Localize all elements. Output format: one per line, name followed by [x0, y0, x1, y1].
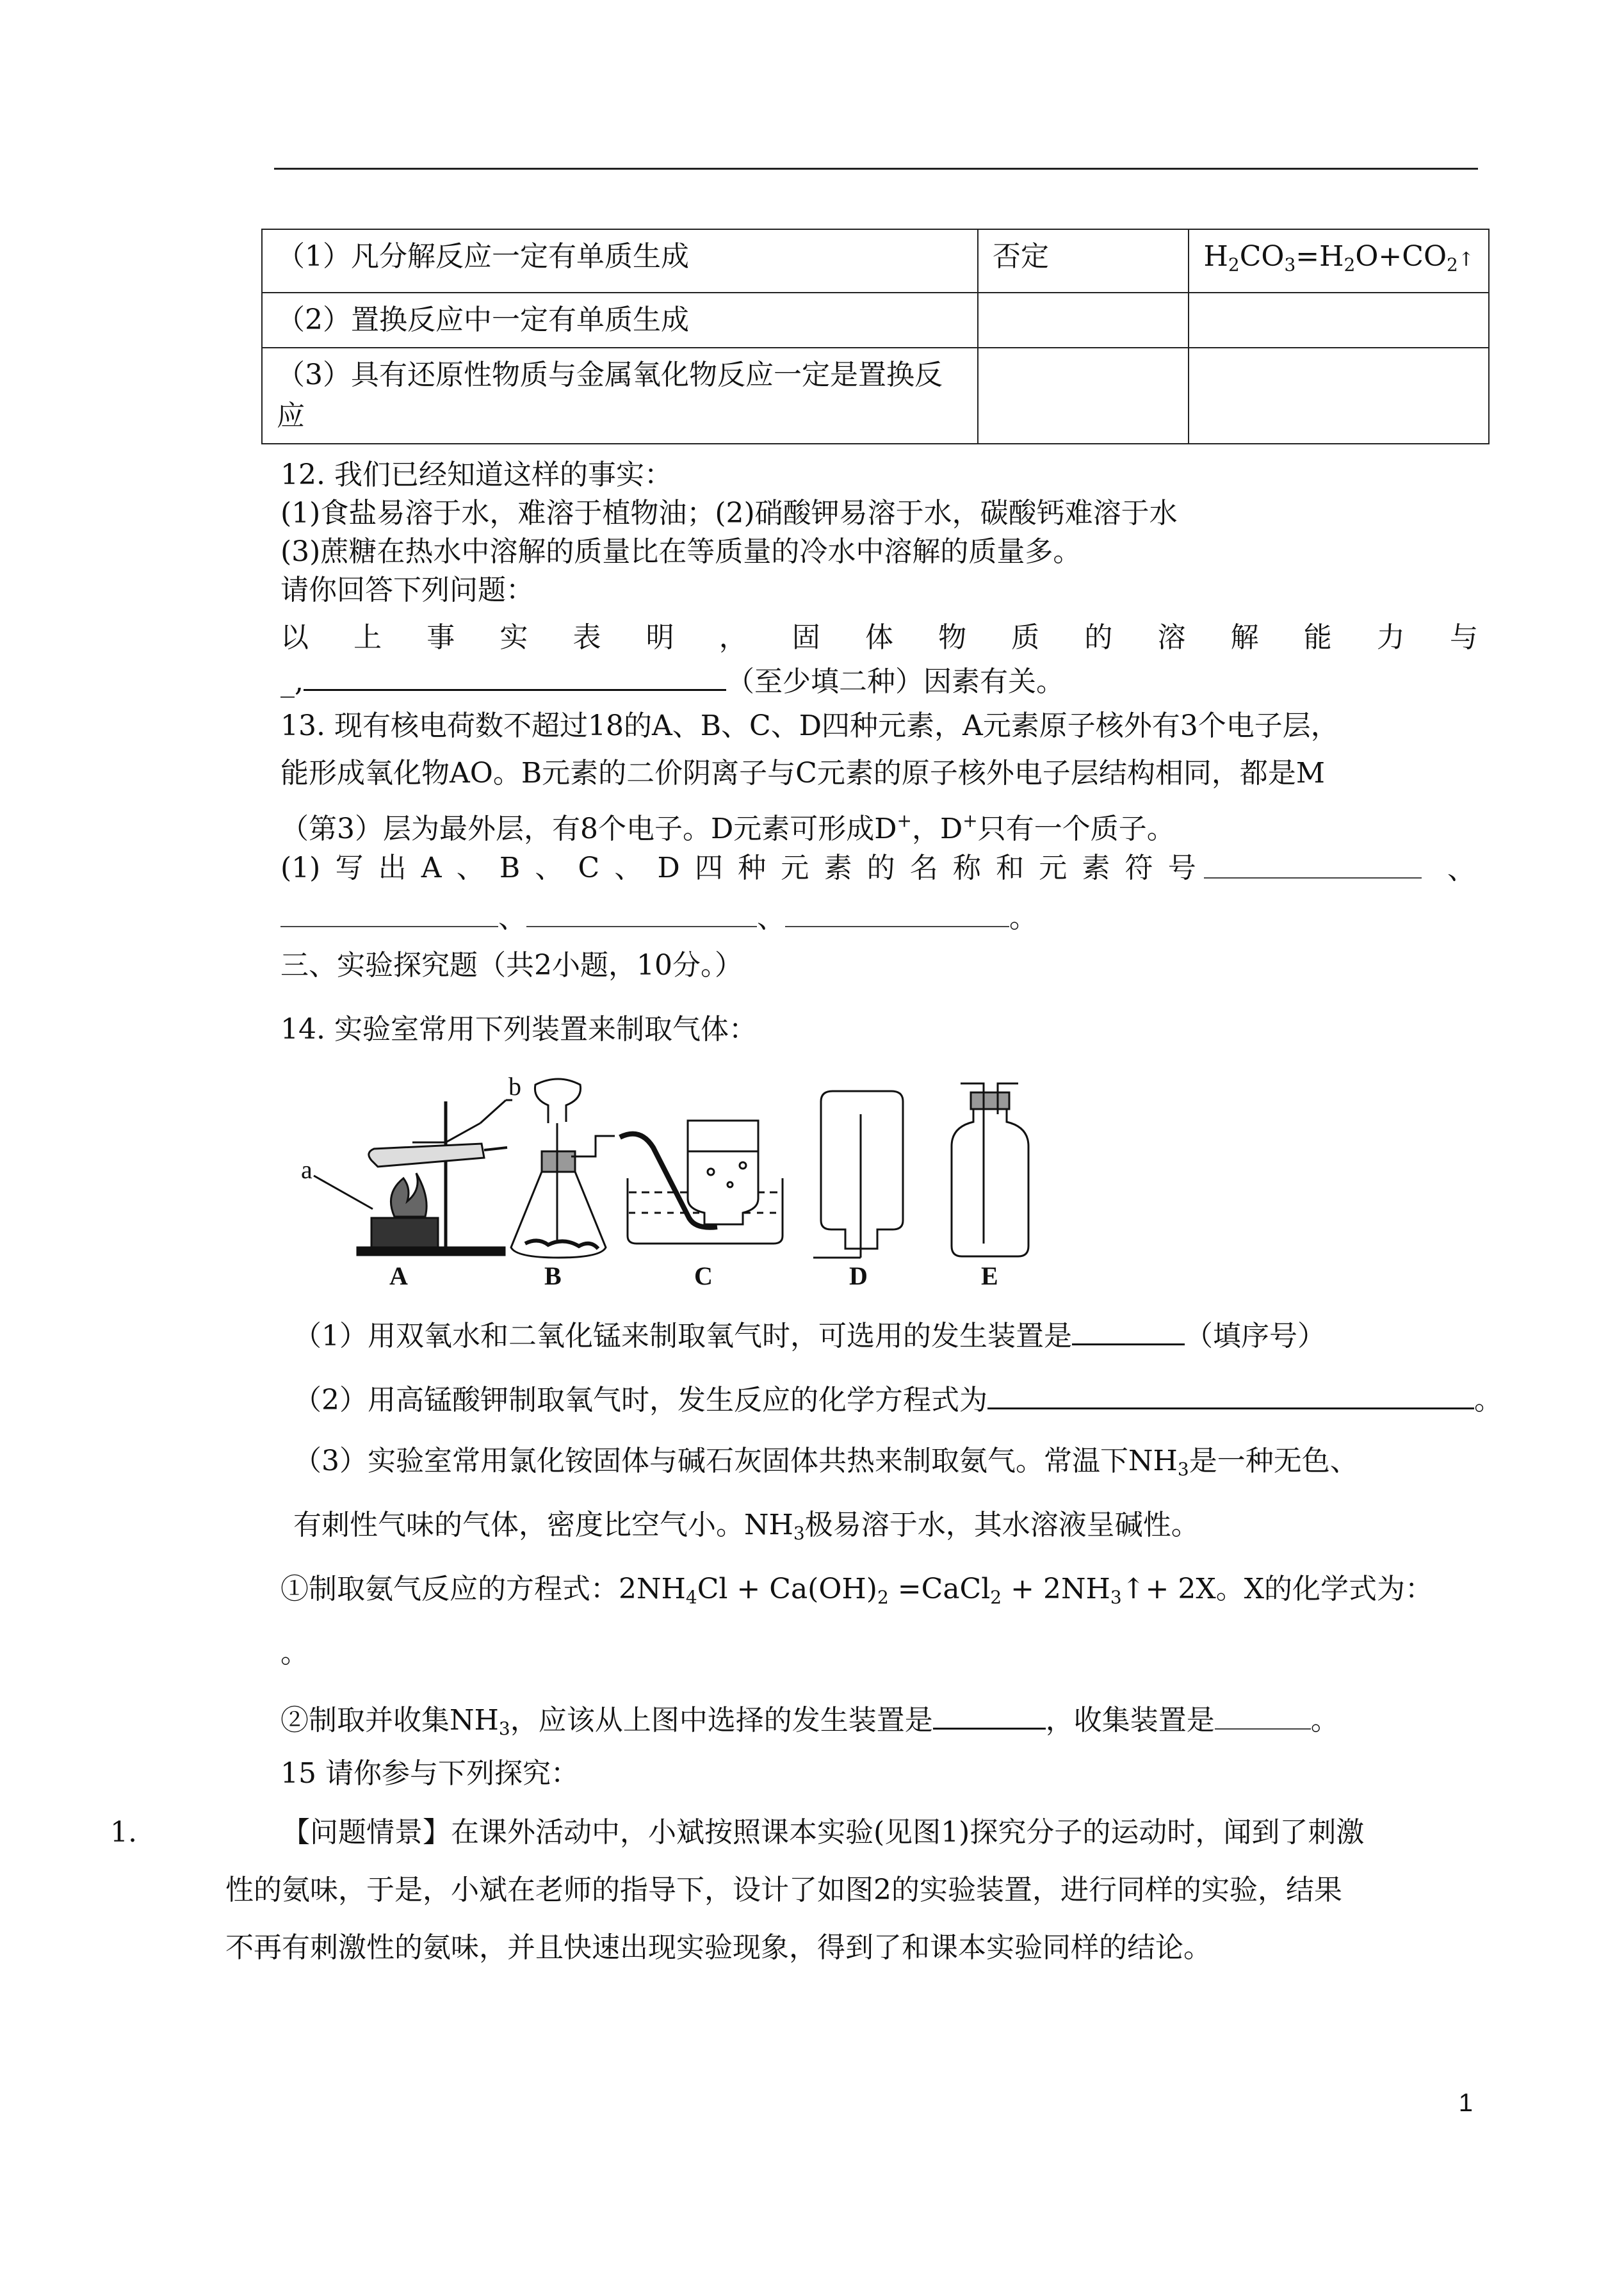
q14-p1-text: （1）用双氧水和二氧化锰来制取氧气时，可选用的发生装置是: [293, 1320, 1072, 1352]
separator: 、: [498, 902, 526, 934]
label-apparatus-c: C: [694, 1261, 713, 1287]
q13-subquestion-word: D: [657, 852, 680, 884]
table-cell-example: $H_2CO_3=H_2O+CO_2↑$: [1189, 229, 1489, 293]
q12-answer-word: 质: [1011, 621, 1040, 654]
apparatus-b-flask: [511, 1079, 615, 1258]
q12-answer-word: 溶: [1157, 621, 1186, 654]
q13-subquestion-word: 素: [1082, 852, 1110, 884]
q13-blank-row2: [280, 898, 1037, 937]
q13-line-3: [280, 802, 1175, 848]
q12-fact-1: (1)食盐易溶于水，难溶于植物油；(2)硝酸钾易溶于水，碳酸钙难溶于水: [280, 497, 1178, 530]
apparatus-a-heating-setup: [314, 1100, 512, 1255]
q14-stem: 14. 实验室常用下列装置来制取气体：: [280, 1013, 757, 1046]
q13-subquestion-word: 、: [614, 852, 643, 884]
q13-subquestion-word: 种: [738, 852, 767, 884]
q13-line3-a: （第3）层为最外层，有8个电子。D元素可形成D: [280, 813, 897, 845]
q13-subquestion-word: 四: [694, 852, 723, 884]
q14-p4-end: 。: [1310, 1704, 1339, 1737]
q12-tail-suffix: （至少填二种）因素有关。: [726, 665, 1064, 698]
label-apparatus-b: B: [544, 1261, 562, 1287]
q13-subquestion-word: C: [578, 852, 600, 884]
q12-answer-word: 与: [1450, 621, 1478, 654]
q12-ask: 请你回答下列问题：: [280, 574, 534, 606]
table-cell-example: [1189, 348, 1489, 444]
equation-blank[interactable]: [987, 1378, 1474, 1409]
apparatus-figure: [295, 1076, 1037, 1287]
q14-p2-end: 。: [1474, 1384, 1502, 1416]
q12-answer-word: 体: [865, 621, 893, 654]
nh3-collector-blank[interactable]: [1215, 1700, 1311, 1730]
q12-answer-word: 上: [353, 621, 382, 654]
apparatus-d-collection-bottle: [813, 1091, 903, 1258]
q13-subquestion-word: 元: [781, 852, 809, 884]
q13-subquestion-word: 、: [456, 852, 485, 884]
q13-subquestion-word: B: [499, 852, 521, 884]
element-blank-4[interactable]: [785, 898, 1009, 927]
table-cell-verdict: 否定: [978, 229, 1189, 293]
label-apparatus-a: A: [389, 1261, 408, 1287]
label-b: b: [508, 1076, 521, 1101]
q12-answer-word: 实: [499, 621, 528, 654]
table-row: [262, 348, 1489, 444]
q14-part-3-line-1: （3）实验室常用氯化铵固体与碱石灰固体共热来制取氨气。常温下$NH_3$是一种无色、: [293, 1445, 1358, 1480]
table-cell-verdict: [978, 348, 1189, 444]
period: 。: [1009, 902, 1037, 934]
reaction-table: [261, 229, 1490, 444]
q13-line3-c: 只有一个质子。: [977, 813, 1175, 845]
q14-part-3-line-2: 有刺性气味的气体，密度比空气小。$NH_3$极易溶于水，其水溶液呈碱性。: [293, 1509, 1199, 1544]
header-rule: [274, 168, 1478, 170]
q12-answer-word: 力: [1376, 621, 1405, 654]
q14-part-1: [293, 1314, 1326, 1356]
q13-subquestion-word: 出: [378, 852, 407, 884]
q13-subquestion: [280, 849, 1196, 888]
q13-line-2: 能形成氧化物AO。B元素的二价阴离子与C元素的原子核外电子层结构相同，都是M: [280, 757, 1325, 790]
q12-stem: 12. 我们已经知道这样的事实：: [280, 458, 672, 491]
q14-p4-mid: ，收集装置是: [1045, 1704, 1215, 1737]
apparatus-c-water-trough: [620, 1121, 783, 1244]
q12-answer-blank[interactable]: [304, 660, 726, 691]
label-apparatus-d: D: [849, 1261, 868, 1287]
q13-blank-row1: [1204, 849, 1475, 889]
q14-part-4: ②制取并收集$NH_3$，应该从上图中选择的发生装置是 ，收集装置是 。: [280, 1698, 1339, 1748]
q13-subquestion-word: 号: [1167, 852, 1196, 884]
q15-background-line-1: 【问题情景】在课外活动中，小斌按照课本实验(见图1)探究分子的运动时，闻到了刺激: [282, 1816, 1365, 1849]
q13-subquestion-word: 元: [1039, 852, 1068, 884]
table-row: [262, 293, 1489, 348]
table-cell-verdict: [978, 293, 1189, 348]
d-ion-charge: +: [897, 810, 913, 831]
table-cell-statement: （2）置换反应中一定有单质生成: [262, 293, 978, 348]
q14-eq-end: 。: [280, 1637, 309, 1669]
q14-part-2: [293, 1378, 1502, 1420]
q13-line-1: 13. 现有核电荷数不超过18的A、B、C、D四种元素，A元素原子核外有3个电子层，: [280, 710, 1339, 742]
q12-answer-tail: [280, 660, 1064, 701]
q15-background-line-2: 性的氨味，于是，小斌在老师的指导下，设计了如图2的实验装置，进行同样的实验，结果: [225, 1874, 1342, 1906]
q13-subquestion-word: 、: [535, 852, 564, 884]
q13-subquestion-word: A: [421, 852, 442, 884]
page-number: 1: [1458, 2089, 1473, 2117]
q15-background-line-3: 不再有刺激性的氨味，并且快速出现实验现象，得到了和课本实验同样的结论。: [225, 1931, 1212, 1964]
q12-answer-word: 物: [938, 621, 967, 654]
table-row: [262, 229, 1489, 293]
q15-stem: 15 请你参与下列探究：: [280, 1757, 579, 1790]
q12-answer-word: 事: [426, 621, 455, 654]
q12-answer-word: 能: [1303, 621, 1332, 654]
table-cell-example: [1189, 293, 1489, 348]
separator: 、: [757, 902, 785, 934]
q12-answer-line: [280, 619, 1478, 657]
nh3-generator-blank[interactable]: [933, 1698, 1046, 1730]
q15-item-number: 1.: [110, 1816, 137, 1849]
q13-subquestion-word: 素: [824, 852, 852, 884]
generator-blank[interactable]: [1072, 1314, 1185, 1345]
element-blank-1[interactable]: [1204, 849, 1422, 879]
q13-line3-b: ，D: [912, 813, 963, 845]
table-cell-statement: （1）凡分解反应一定有单质生成: [262, 229, 978, 293]
q12-answer-word: 固: [792, 621, 820, 654]
q13-subquestion-word: 符: [1125, 852, 1153, 884]
apparatus-e-gas-bottle: [952, 1083, 1028, 1256]
label-a: a: [301, 1155, 313, 1184]
q13-subquestion-word: 和: [996, 852, 1025, 884]
separator: 、: [1447, 853, 1475, 886]
table-cell-statement: （3）具有还原性物质与金属氧化物反应一定是置换反应: [262, 348, 978, 444]
q12-answer-word: 以: [280, 621, 309, 654]
q13-subquestion-word: 名: [909, 852, 938, 884]
q12-answer-word: 明: [646, 621, 674, 654]
q12-answer-word: 解: [1230, 621, 1259, 654]
q13-subquestion-word: (1): [280, 852, 321, 884]
element-blank-2[interactable]: [280, 898, 498, 927]
element-blank-3[interactable]: [526, 898, 757, 927]
section-3-title: 三、实验探究题（共2小题，10分。）: [280, 949, 743, 982]
label-apparatus-e: E: [981, 1261, 998, 1287]
q12-answer-word: ，: [719, 621, 747, 654]
q13-subquestion-word: 称: [952, 852, 981, 884]
q12-answer-word: 的: [1084, 621, 1113, 654]
q14-p2-text: （2）用高锰酸钾制取氧气时，发生反应的化学方程式为: [293, 1384, 987, 1416]
q12-answer-word: 表: [572, 621, 601, 654]
q14-equation-line: ①制取氨气反应的方程式：$2NH_4Cl + Ca(OH)_2$ =CaCl$_2$ + $2NH_3↑+ 2X$。X的化学式为：: [280, 1573, 1434, 1608]
q12-fact-3: (3)蔗糖在热水中溶解的质量比在等质量的冷水中溶解的质量多。: [280, 535, 1082, 568]
q14-p1-note: （填序号）: [1185, 1320, 1326, 1352]
d-ion-charge: +: [962, 810, 978, 831]
q13-subquestion-word: 写: [335, 852, 364, 884]
q13-subquestion-word: 的: [866, 852, 895, 884]
q12-tail-prefix: _,: [280, 665, 304, 698]
